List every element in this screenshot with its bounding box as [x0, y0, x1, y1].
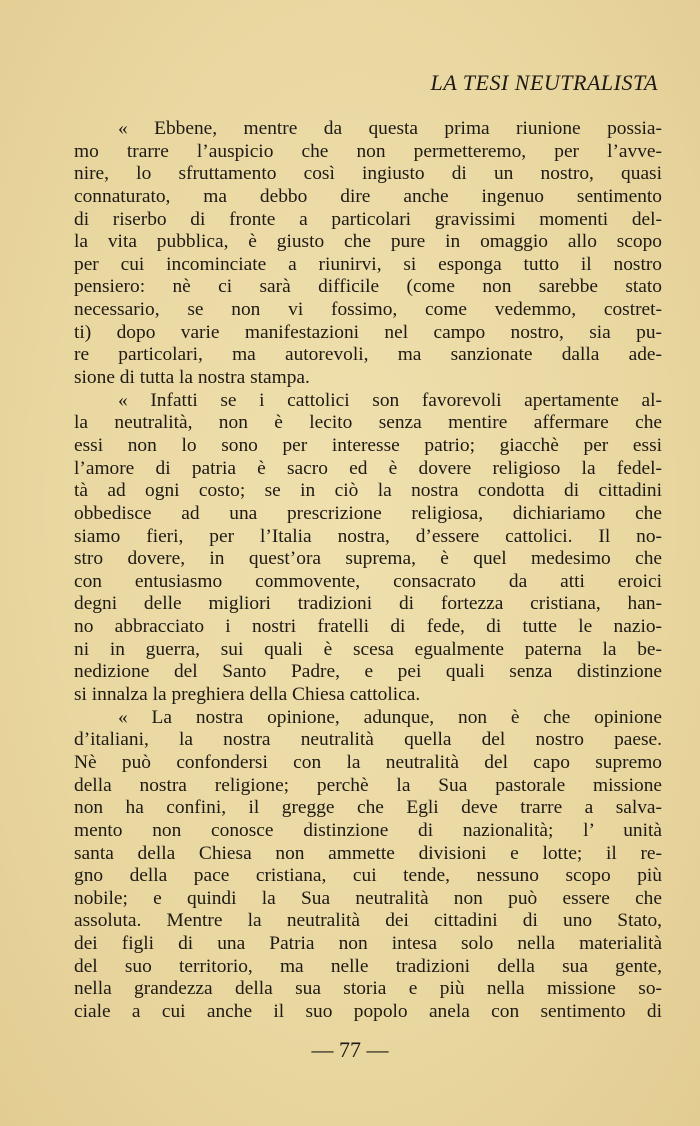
- text-line: no abbracciato i nostri fratelli di fede, di tutte le nazio-: [74, 616, 662, 638]
- text-line: connaturato, ma debbo dire anche ingenuo sentimento: [74, 185, 662, 207]
- text-line: la vita pubblica, è giusto che pure in omaggio allo scopo: [74, 231, 662, 253]
- body-text: [74, 118, 662, 1024]
- text-line: l’amore di patria è sacro ed è dovere religioso la fedel-: [74, 457, 662, 479]
- text-line: tà ad ogni costo; se in ciò la nostra condotta di cittadini: [74, 480, 662, 502]
- text-line: « Infatti se i cattolici son favorevoli apertamente al-: [118, 389, 662, 411]
- text-line: con entusiasmo commovente, consacrato da atti eroici: [74, 570, 662, 592]
- text-line: ciale a cui anche il suo popolo anela con sentimento di: [74, 1000, 662, 1022]
- text-line: non ha confini, il gregge che Egli deve trarre a salva-: [74, 797, 662, 819]
- text-line: mo trarre l’auspicio che non permetteremo, per l’avve-: [74, 140, 662, 162]
- text-line: nire, lo sfruttamento così ingiusto di un nostro, quasi: [74, 163, 662, 185]
- text-line: obbedisce ad una prescrizione religiosa, dichiariamo che: [74, 502, 662, 524]
- text-line: siamo fieri, per l’Italia nostra, d’essere cattolici. Il no-: [74, 525, 662, 547]
- text-line: del suo territorio, ma nelle tradizioni della sua gente,: [74, 955, 662, 977]
- text-line: nedizione del Santo Padre, e pei quali senza distinzione: [74, 661, 662, 683]
- text-line: dei figli di una Patria non intesa solo nella materialità: [74, 933, 662, 955]
- text-line: ni in guerra, sui quali è scesa egualmente paterna la be-: [74, 638, 662, 660]
- text-line: « La nostra opinione, adunque, non è che opinione: [118, 706, 662, 728]
- text-line: pensiero: nè ci sarà difficile (come non sarebbe stato: [74, 276, 662, 298]
- text-line: la neutralità, non è lecito senza mentire affermare che: [74, 412, 662, 434]
- page-number: — 77 —: [311, 1037, 389, 1062]
- text-line: di riserbo di fronte a particolari gravissimi momenti del-: [74, 208, 662, 230]
- text-line: santa della Chiesa non ammette divisioni e lotte; il re-: [74, 842, 662, 864]
- text-line: nobile; e quindi la Sua neutralità non può essere che: [74, 887, 662, 909]
- text-line: nella grandezza della sua storia e più nella missione so-: [74, 978, 662, 1000]
- text-line: d’italiani, la nostra neutralità quella del nostro paese.: [74, 729, 662, 751]
- text-line: necessario, se non vi fossimo, come vedemmo, costret-: [74, 299, 662, 321]
- text-line: sione di tutta la nostra stampa.: [74, 367, 310, 389]
- text-line: gno della pace cristiana, cui tende, nessuno scopo più: [74, 865, 662, 887]
- text-line: « Ebbene, mentre da questa prima riunione possia-: [118, 118, 662, 139]
- text-line: degni delle migliori tradizioni di fortezza cristiana, han-: [74, 593, 662, 615]
- text-line: re particolari, ma autorevoli, ma sanzionate dalla ade-: [74, 344, 662, 366]
- text-line: per cui incominciate a riunirvi, si esponga tutto il nostro: [74, 253, 662, 275]
- text-line: mento non conosce distinzione di nazionalità; l’ unità: [74, 819, 662, 841]
- text-line: essi non lo sono per interesse patrio; giacchè per essi: [74, 434, 662, 456]
- running-title: LA TESI NEUTRALISTA: [430, 70, 658, 95]
- text-line: Nè può confondersi con la neutralità del capo supremo: [74, 751, 662, 773]
- text-line: assoluta. Mentre la neutralità dei cittadini di uno Stato,: [74, 910, 662, 932]
- text-line: stro dovere, in quest’ora suprema, è quel medesimo che: [74, 548, 662, 570]
- text-line: della nostra religione; perchè la Sua pastorale missione: [74, 774, 662, 796]
- text-line: ti) dopo varie manifestazioni nel campo nostro, sia pu-: [74, 321, 662, 343]
- text-line: si innalza la preghiera della Chiesa cattolica.: [74, 684, 421, 706]
